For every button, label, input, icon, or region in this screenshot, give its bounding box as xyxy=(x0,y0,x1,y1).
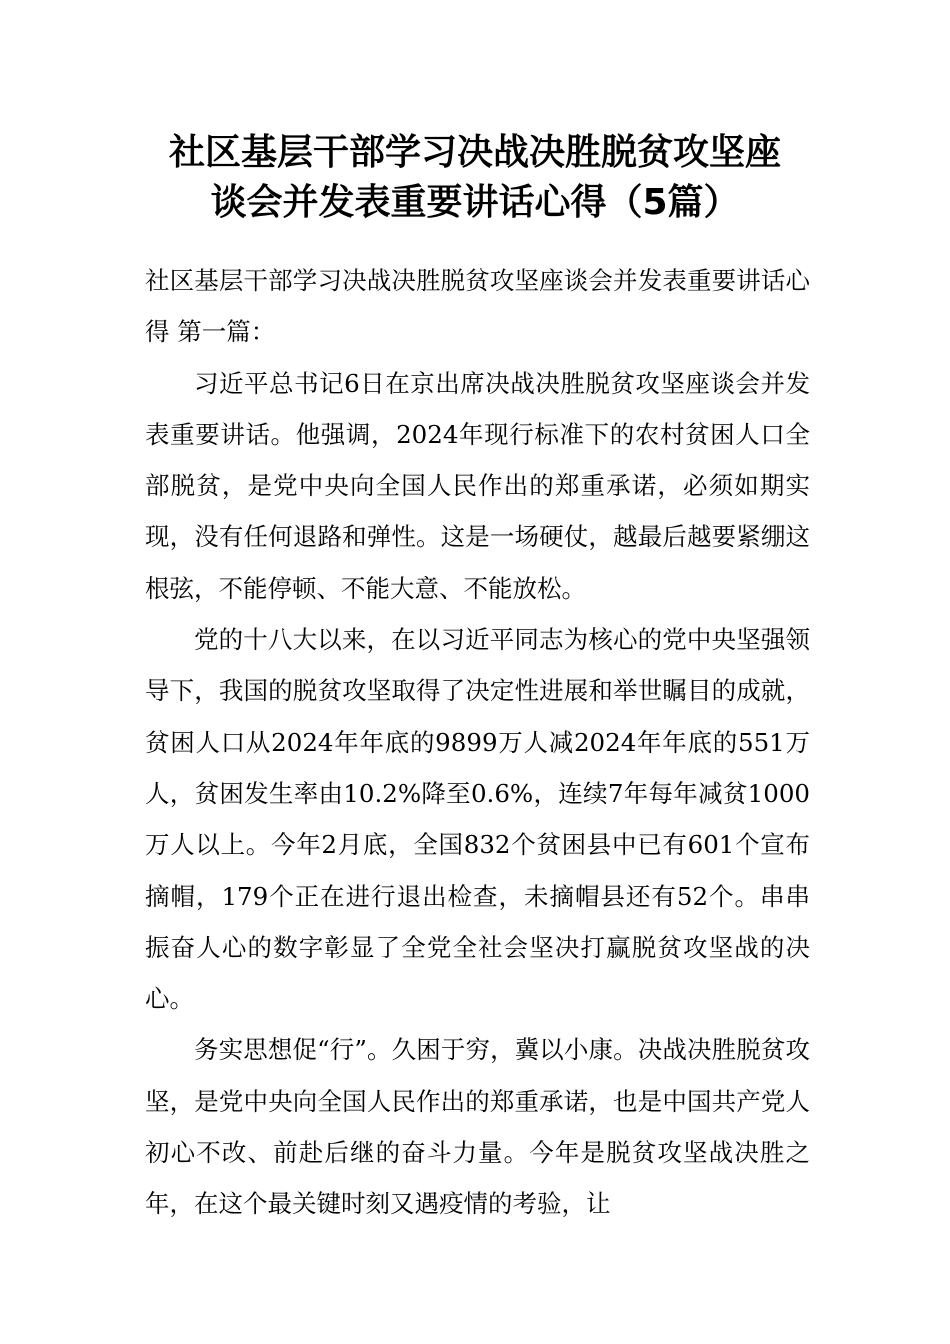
paragraph: 习近平总书记6日在京出席决战决胜脱贫攻坚座谈会并发表重要讲话。他强调，2024年现行标准下的农村贫困人口全部脱贫，是党中央向全国人民作出的郑重承诺，必须如期实现，没有任何退路和弹性。这是一场硬仗，越最后越要紧绷这根弦，不能停顿、不能大意、不能放松。 xyxy=(145,368,810,603)
paragraph: 务实思想促“行”。久困于穷，冀以小康。决战决胜脱贫攻坚，是党中央向全国人民作出的郑重承诺，也是中国共产党人初心不改、前赴后继的奋斗力量。今年是脱贫攻坚战决胜之年，在这个最关键时刻又遇疫情的考验，让 xyxy=(145,1035,810,1219)
paragraph-heading: 社区基层干部学习决战决胜脱贫攻坚座谈会并发表重要讲话心得 第一篇： xyxy=(145,266,810,347)
title-line-1: 社区基层干部学习决战决胜脱贫攻坚座 xyxy=(168,132,781,173)
document-body xyxy=(145,255,810,1230)
document-title xyxy=(100,128,850,228)
title-line-2: 谈会并发表重要讲话心得（5篇） xyxy=(210,182,740,223)
paragraph: 党的十八大以来，在以习近平同志为核心的党中央坚强领导下，我国的脱贫攻坚取得了决定性进展和举世瞩目的成就，贫困人口从2024年年底的9899万人减2024年年底的551万人，贫困发生率由10.2%降至0.6%，连续7年每年减贫1000万人以上。今年2月底，全国832个贫困县中已有601个宣布摘帽，179个正在进行退出检查，未摘帽县还有52个。串串振奋人心的数字彰显了全党全社会坚决打赢脱贫攻坚战的决心。 xyxy=(145,625,810,1014)
